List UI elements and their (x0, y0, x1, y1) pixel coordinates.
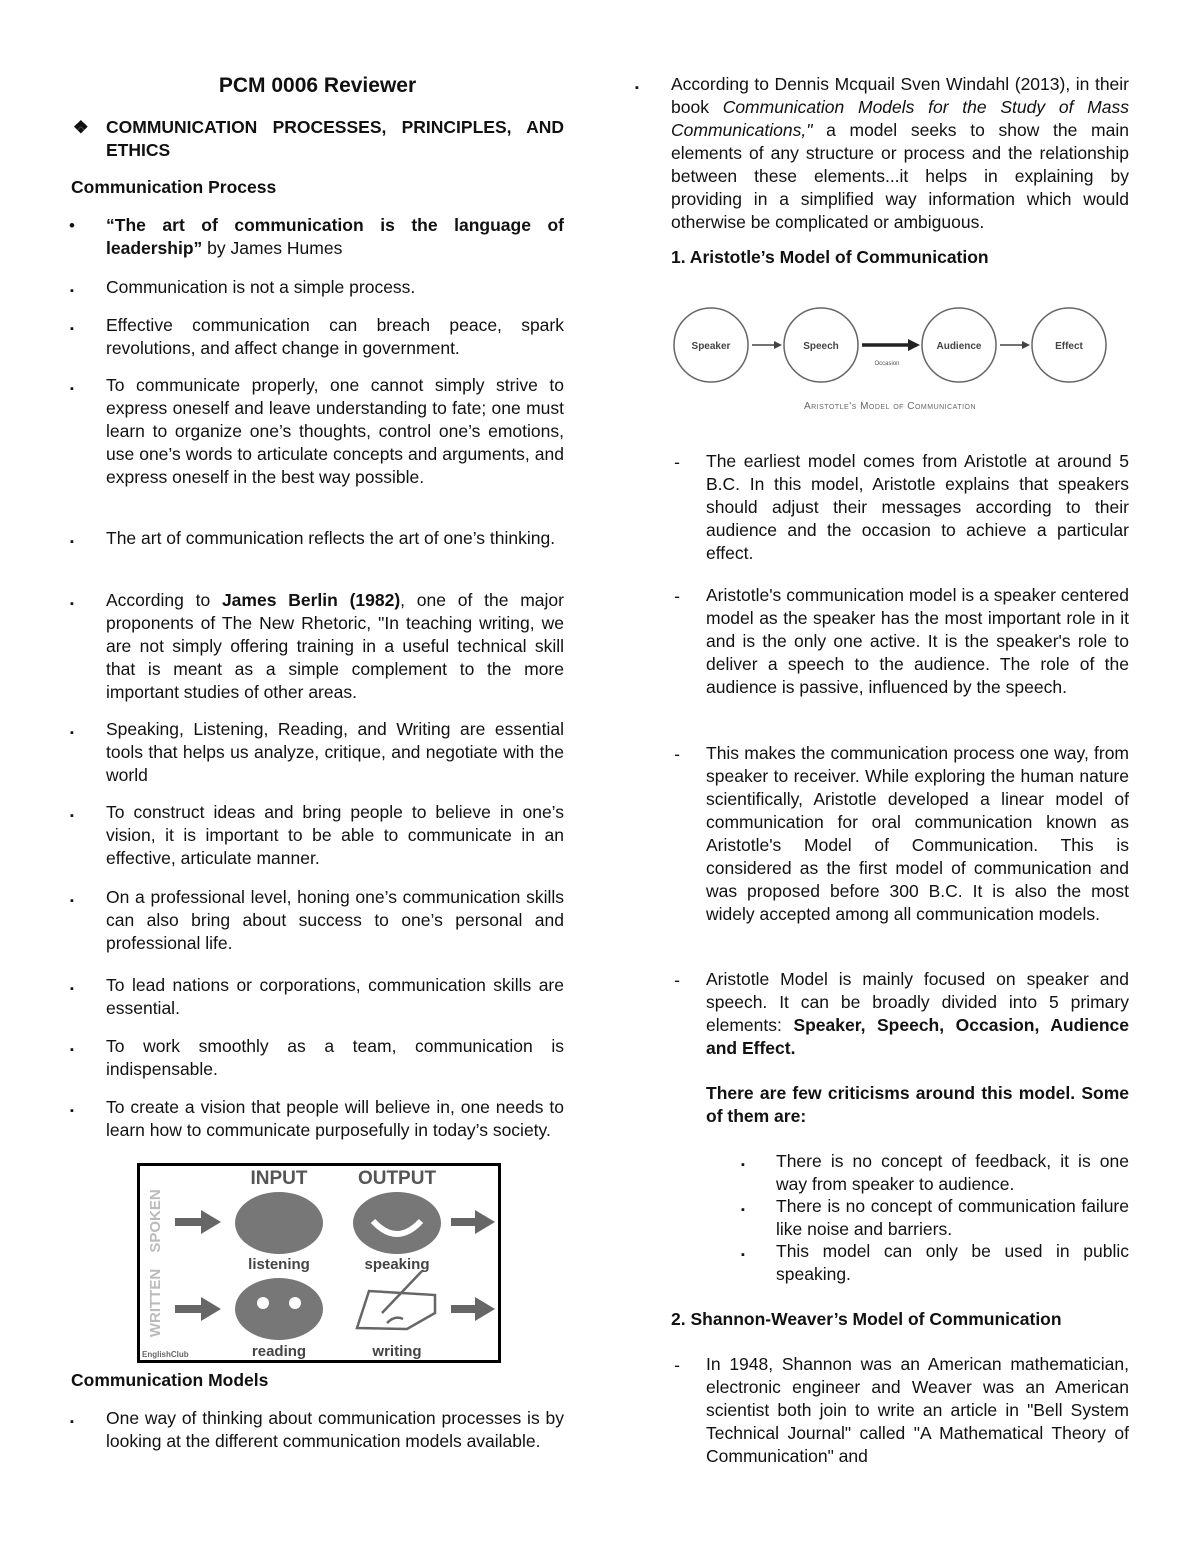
output-label: OUTPUT (357, 1168, 437, 1189)
list-item: To work smoothly as a team, communication is indispensable. (106, 1036, 564, 1079)
reading-head-icon (235, 1278, 323, 1340)
list-item-james-berlin (106, 589, 564, 704)
bullet-icon (738, 1151, 748, 1177)
reading-label: reading (251, 1343, 307, 1360)
writing-label: writing (372, 1343, 422, 1360)
bullet-icon (67, 1097, 77, 1123)
bullet-icon (67, 1036, 77, 1062)
elements-list: Speaker, Speech, Occasion, Audience and Effect. (706, 1015, 1129, 1058)
dash-item-elements (706, 968, 1129, 1060)
dash-item: This makes the communication process one way, from speaker to receiver. While exploring the human nature scientifically, Aristotle developed a linear model of communication for oral communication known as Aristotle's Model of Communication. This is considered as the first model of communication and was proposed before 300 B.C. It is also the most widely accepted among all communication models. (706, 743, 1129, 924)
criticism-heading: There are few criticisms around this model. Some of them are: (706, 1083, 1129, 1126)
listening-head-icon (235, 1192, 323, 1254)
elements-pre: Aristotle Model is mainly focused on speaker and speech. It can be broadly divided into 5 primary elements: (706, 969, 1129, 1035)
aristotle-diagram (672, 302, 1112, 418)
criticism-item: There is no concept of communication failure like noise and barriers. (776, 1196, 1129, 1239)
bullet-icon (67, 590, 77, 616)
bullet-icon (67, 719, 77, 745)
speaker-node-label: Speaker (691, 341, 731, 352)
diagram-caption: Aristotle's Model of Communication (803, 401, 977, 412)
page-title: PCM 0006 Reviewer (218, 74, 417, 97)
list-item: To communicate properly, one cannot simply strive to express oneself and leave understanding to fate; one must learn to organize one’s thoughts, control one’s emotions, use one’s words to articulate concepts and arguments, and express oneself in the best way possible. (106, 375, 564, 487)
dash-bullet-icon (672, 451, 682, 474)
dash-item: In 1948, Shannon was an American mathematician, electronic engineer and Weaver was an American scientist both join to write an article in "Bell System Technical Journal" called "A Mathematical Theory of Communication" and (706, 1354, 1129, 1466)
shannon-heading: 2. Shannon-Weaver’s Model of Communication (671, 1309, 1062, 1329)
subheading-communication-models: Communication Models (71, 1370, 269, 1390)
list-item: The art of communication reflects the art of one’s thinking. (106, 528, 556, 548)
mcquail-pre: According to Dennis Mcquail Sven Windahl (2013), in their book (671, 74, 1129, 117)
berlin-pre: According to (106, 590, 222, 610)
bullet-icon (67, 375, 77, 401)
audience-node-label: Audience (936, 341, 982, 352)
occasion-label: Occasion (874, 361, 900, 367)
bullet-icon (67, 214, 77, 237)
bullet-icon (632, 74, 642, 100)
section-heading: COMMUNICATION PROCESSES, PRINCIPLES, AND ETHICS (106, 117, 564, 160)
figure-credit: EnglishClub (142, 1350, 189, 1359)
occasion-arrow-icon (862, 339, 920, 351)
list-item: Communication is not a simple process. (106, 277, 416, 297)
bullet-icon (67, 277, 77, 303)
diamond-bullet-icon: ❖ (73, 117, 89, 137)
list-item: One way of thinking about communication processes is by looking at the different communication models available. (106, 1408, 564, 1451)
arrow-right-icon (752, 341, 782, 349)
listening-label: listening (248, 1256, 310, 1273)
mcquail-post: a model seeks to show the main elements of any structure or process and the relationship between these elements...it helps in explaining by providing in a simplified way information which would otherwise be complicated or ambiguous. (671, 120, 1129, 232)
arrow-right-icon (1000, 341, 1030, 349)
dash-bullet-icon (672, 743, 682, 766)
bullet-icon (67, 1408, 77, 1434)
dash-bullet-icon (672, 1354, 682, 1377)
written-label: WRITTEN (147, 1268, 164, 1338)
speaking-head-icon (353, 1192, 441, 1254)
speaking-label: speaking (364, 1256, 430, 1273)
book-title: Communication Models for the Study of Mass Communications," (671, 97, 1129, 140)
input-label: INPUT (250, 1168, 308, 1189)
criticism-item: There is no concept of feedback, it is one way from speaker to audience. (776, 1151, 1129, 1194)
berlin-post: , one of the major proponents of The New Rhetoric, "In teaching writing, we are not simply offering training in a useful technical skill that is meant as a simple complement to the more important studies of other areas. (106, 590, 564, 702)
speech-node-label: Speech (803, 341, 839, 352)
dash-bullet-icon (672, 585, 682, 608)
effect-node-label: Effect (1055, 341, 1083, 352)
quote-author: by James Humes (202, 238, 343, 258)
mcquail-paragraph (671, 73, 1129, 234)
list-item: Speaking, Listening, Reading, and Writing are essential tools that helps us analyze, critique, and negotiate with the world (106, 719, 564, 785)
spoken-label: SPOKEN (147, 1189, 164, 1253)
list-item: Effective communication can breach peace, spark revolutions, and affect change in government. (106, 315, 564, 358)
criticism-item: This model can only be used in public speaking. (776, 1241, 1129, 1284)
bullet-icon (67, 802, 77, 828)
bullet-icon (738, 1241, 748, 1267)
figure-border (139, 1165, 500, 1362)
list-item: To create a vision that people will believe in, one needs to learn how to communicate purposefully in today’s society. (106, 1097, 564, 1140)
bullet-icon (67, 528, 77, 554)
list-item: On a professional level, honing one’s communication skills can also bring about success to one’s personal and professional life. (106, 887, 564, 953)
bullet-icon (67, 975, 77, 1001)
dash-item: The earliest model comes from Aristotle at around 5 B.C. In this model, Aristotle explains that speakers should adjust their messages according to their audience and the occasion to achieve a particular effect. (706, 451, 1129, 563)
bullet-icon (67, 315, 77, 341)
dash-bullet-icon (672, 969, 682, 992)
aristotle-heading: 1. Aristotle’s Model of Communication (671, 247, 989, 267)
bullet-icon (738, 1196, 748, 1222)
dash-item: Aristotle's communication model is a speaker centered model as the speaker has the most important role in it and is the only one active. It is the speaker's role to deliver a speech to the audience. The role of the audience is passive, influenced by the speech. (706, 585, 1129, 697)
quote-text: “The art of communication is the language of leadership” (106, 215, 564, 258)
bullet-icon (67, 887, 77, 913)
list-item: To construct ideas and bring people to believe in one’s vision, it is important to be able to communicate in an effective, articulate manner. (106, 802, 564, 868)
input-output-figure (137, 1163, 501, 1363)
berlin-name: James Berlin (1982) (221, 590, 401, 610)
subheading-communication-process: Communication Process (71, 177, 277, 197)
list-item: To lead nations or corporations, communication skills are essential. (106, 975, 564, 1018)
quote-james-humes (106, 214, 564, 260)
